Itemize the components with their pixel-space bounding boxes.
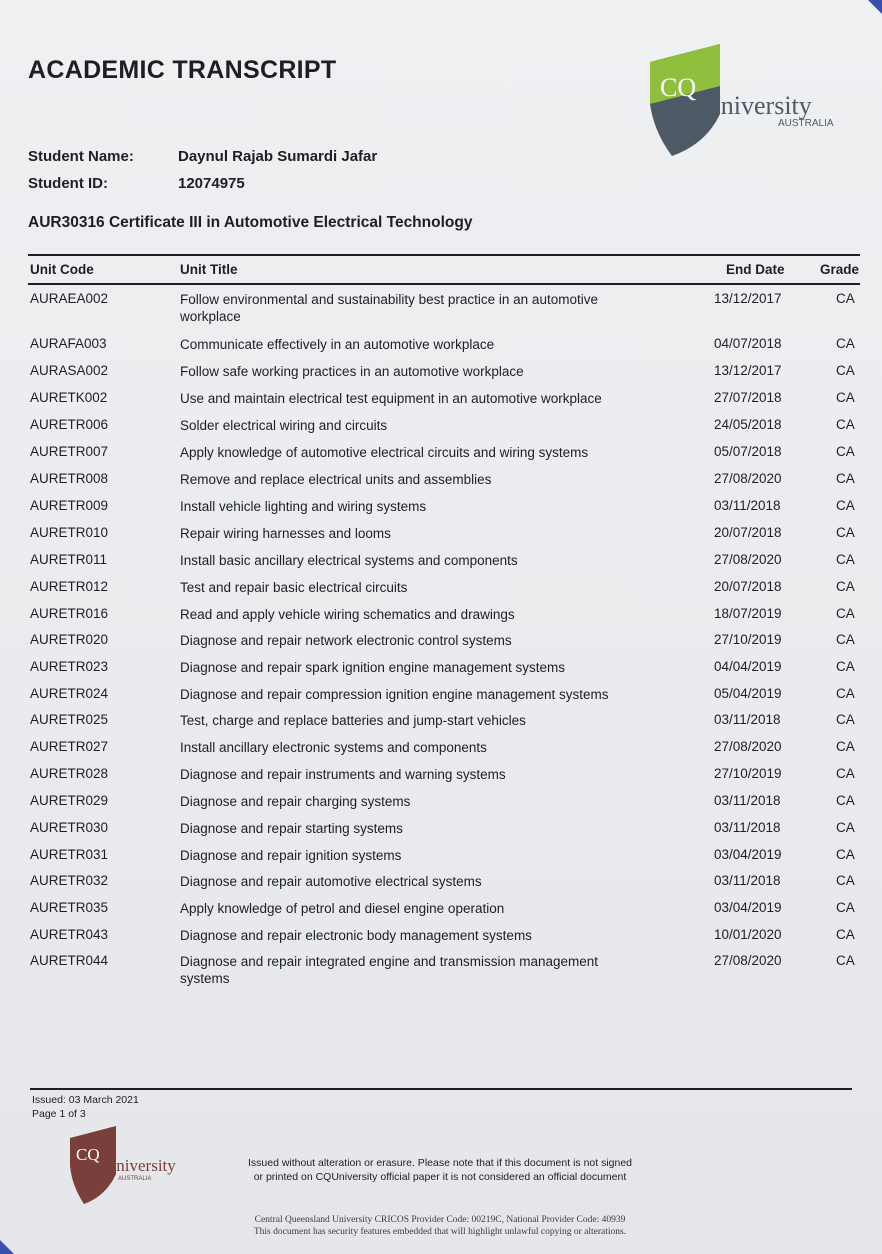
grade: CA [836, 291, 855, 306]
student-id-label: Student ID: [28, 175, 108, 192]
end-date: 03/04/2019 [714, 847, 782, 862]
unit-title: Use and maintain electrical test equipment in an automotive workplace [180, 391, 602, 406]
end-date: 05/07/2018 [714, 444, 782, 459]
grade: CA [836, 525, 855, 540]
unit-code: AURETR024 [30, 686, 109, 701]
header-grade: Grade [820, 262, 860, 277]
grade: CA [836, 927, 855, 942]
issue-info [32, 1093, 139, 1121]
grade: CA [836, 686, 855, 701]
grade: CA [836, 953, 855, 968]
unit-title: Solder electrical wiring and circuits [180, 418, 388, 433]
end-date: 04/07/2018 [714, 336, 782, 351]
end-date: 10/01/2020 [714, 927, 782, 942]
unit-code: AURETR009 [30, 498, 109, 513]
student-name: Daynul Rajab Sumardi Jafar [178, 148, 378, 165]
unit-code: AURETR044 [30, 953, 109, 968]
footer-rule [30, 1088, 852, 1090]
end-date: 20/07/2018 [714, 579, 782, 594]
grade: CA [836, 632, 855, 647]
end-date: 18/07/2019 [714, 606, 782, 621]
grade: CA [836, 579, 855, 594]
unit-code: AURETR043 [30, 927, 109, 942]
unit-title: Install ancillary electronic systems and components [180, 740, 487, 755]
end-date: 03/11/2018 [714, 498, 781, 513]
end-date: 27/08/2020 [714, 552, 782, 567]
end-date: 27/07/2018 [714, 390, 782, 405]
end-date: 27/10/2019 [714, 632, 782, 647]
end-date: 20/07/2018 [714, 525, 782, 540]
page-corner-mark [868, 0, 882, 14]
grade: CA [836, 552, 855, 567]
unit-title: Follow environmental and sustainability best practice in an automotive workplace [180, 292, 598, 324]
svg-text:CQ: CQ [660, 73, 697, 102]
end-date: 13/12/2017 [714, 291, 782, 306]
grade: CA [836, 739, 855, 754]
unit-code: AURETR035 [30, 900, 109, 915]
end-date: 04/04/2019 [714, 659, 782, 674]
unit-title: Follow safe working practices in an automotive workplace [180, 364, 524, 379]
unit-code: AURETR025 [30, 712, 109, 727]
grade: CA [836, 712, 855, 727]
grade: CA [836, 659, 855, 674]
table-top-rule [28, 254, 860, 256]
unit-title: Diagnose and repair automotive electrical systems [180, 874, 482, 889]
unit-title: Apply knowledge of petrol and diesel engine operation [180, 901, 505, 916]
unit-code: AURETR023 [30, 659, 109, 674]
unit-title: Read and apply vehicle wiring schematics and drawings [180, 607, 515, 622]
unit-code: AURETK002 [30, 390, 108, 405]
page-corner-mark [0, 1240, 14, 1254]
end-date: 05/04/2019 [714, 686, 782, 701]
grade: CA [836, 873, 855, 888]
grade: CA [836, 847, 855, 862]
unit-code: AURETR010 [30, 525, 109, 540]
unit-title: Remove and replace electrical units and assemblies [180, 472, 492, 487]
unit-title: Diagnose and repair network electronic control systems [180, 633, 512, 648]
header-unit-code: Unit Code [30, 262, 94, 277]
unit-code: AURETR027 [30, 739, 109, 754]
table-header-rule [28, 283, 860, 285]
cquniversity-footer-logo [68, 1126, 198, 1204]
svg-text:AUSTRALIA: AUSTRALIA [778, 118, 834, 129]
end-date: 24/05/2018 [714, 417, 782, 432]
svg-text:CQ: CQ [76, 1145, 100, 1164]
grade: CA [836, 793, 855, 808]
unit-code: AURETR028 [30, 766, 109, 781]
unit-code: AURETR031 [30, 847, 109, 862]
official-document-notice [230, 1156, 650, 1184]
grade: CA [836, 390, 855, 405]
notice-line: Issued without alteration or erasure. Please note that if this document is not signed [247, 1157, 633, 1169]
cricos-statement [200, 1214, 680, 1238]
unit-code: AURETR032 [30, 873, 109, 888]
unit-title: Diagnose and repair spark ignition engine management systems [180, 660, 565, 675]
header-end-date: End Date [726, 262, 785, 277]
svg-text:University: University [702, 91, 812, 120]
unit-title: Apply knowledge of automotive electrical circuits and wiring systems [180, 445, 589, 460]
unit-code: AURETR016 [30, 606, 109, 621]
unit-title: Diagnose and repair electronic body management systems [180, 928, 532, 943]
student-id: 12074975 [178, 175, 245, 192]
document-title: ACADEMIC TRANSCRIPT [28, 56, 337, 84]
header-unit-title: Unit Title [180, 262, 238, 277]
unit-title: Diagnose and repair compression ignition engine management systems [180, 687, 609, 702]
end-date: 27/10/2019 [714, 766, 782, 781]
end-date: 03/11/2018 [714, 873, 781, 888]
grade: CA [836, 336, 855, 351]
end-date: 13/12/2017 [714, 363, 782, 378]
unit-title: Diagnose and repair integrated engine and transmission management systems [180, 954, 599, 986]
cquniversity-logo [646, 44, 846, 162]
grade: CA [836, 444, 855, 459]
unit-code: AURETR029 [30, 793, 109, 808]
unit-code: AURAFA003 [30, 336, 107, 351]
unit-code: AURETR012 [30, 579, 109, 594]
svg-text:AUSTRALIA: AUSTRALIA [118, 1176, 152, 1182]
grade: CA [836, 417, 855, 432]
unit-code: AURAEA002 [30, 291, 109, 306]
cricos-line: Central Queensland University CRICOS Provider Code: 00219C, National Provider Code: 40939 [254, 1215, 626, 1225]
student-name-label: Student Name: [28, 148, 134, 165]
unit-title: Install basic ancillary electrical systems and components [180, 553, 518, 568]
unit-title: Test and repair basic electrical circuits [180, 580, 408, 595]
grade: CA [836, 606, 855, 621]
unit-title: Diagnose and repair starting systems [180, 821, 403, 836]
grade: CA [836, 766, 855, 781]
end-date: 27/08/2020 [714, 953, 782, 968]
end-date: 03/11/2018 [714, 793, 781, 808]
unit-code: AURETR011 [30, 552, 108, 567]
grade: CA [836, 363, 855, 378]
program-title: AUR30316 Certificate III in Automotive Electrical Technology [28, 214, 473, 231]
page-number: Page 1 of 3 [32, 1108, 86, 1120]
end-date: 03/11/2018 [714, 820, 781, 835]
issued-date: Issued: 03 March 2021 [32, 1094, 139, 1106]
svg-text:University: University [104, 1156, 176, 1175]
unit-title: Test, charge and replace batteries and jump-start vehicles [180, 713, 526, 728]
unit-code: AURETR008 [30, 471, 109, 486]
unit-title: Install vehicle lighting and wiring systems [180, 499, 427, 514]
unit-code: AURETR006 [30, 417, 109, 432]
unit-code: AURETR020 [30, 632, 109, 647]
grade: CA [836, 471, 855, 486]
unit-title: Communicate effectively in an automotive workplace [180, 337, 495, 352]
unit-title: Repair wiring harnesses and looms [180, 526, 391, 541]
end-date: 27/08/2020 [714, 739, 782, 754]
unit-code: AURASA002 [30, 363, 109, 378]
unit-title: Diagnose and repair instruments and warning systems [180, 767, 506, 782]
unit-title: Diagnose and repair charging systems [180, 794, 411, 809]
end-date: 03/11/2018 [714, 712, 781, 727]
unit-code: AURETR007 [30, 444, 109, 459]
grade: CA [836, 900, 855, 915]
unit-title: Diagnose and repair ignition systems [180, 848, 402, 863]
unit-code: AURETR030 [30, 820, 109, 835]
notice-line: or printed on CQUniversity official paper it is not considered an official document [253, 1171, 627, 1183]
grade: CA [836, 820, 855, 835]
end-date: 03/04/2019 [714, 900, 782, 915]
end-date: 27/08/2020 [714, 471, 782, 486]
cricos-line: This document has security features embedded that will highlight unlawful copying or alterations. [253, 1227, 627, 1237]
grade: CA [836, 498, 855, 513]
